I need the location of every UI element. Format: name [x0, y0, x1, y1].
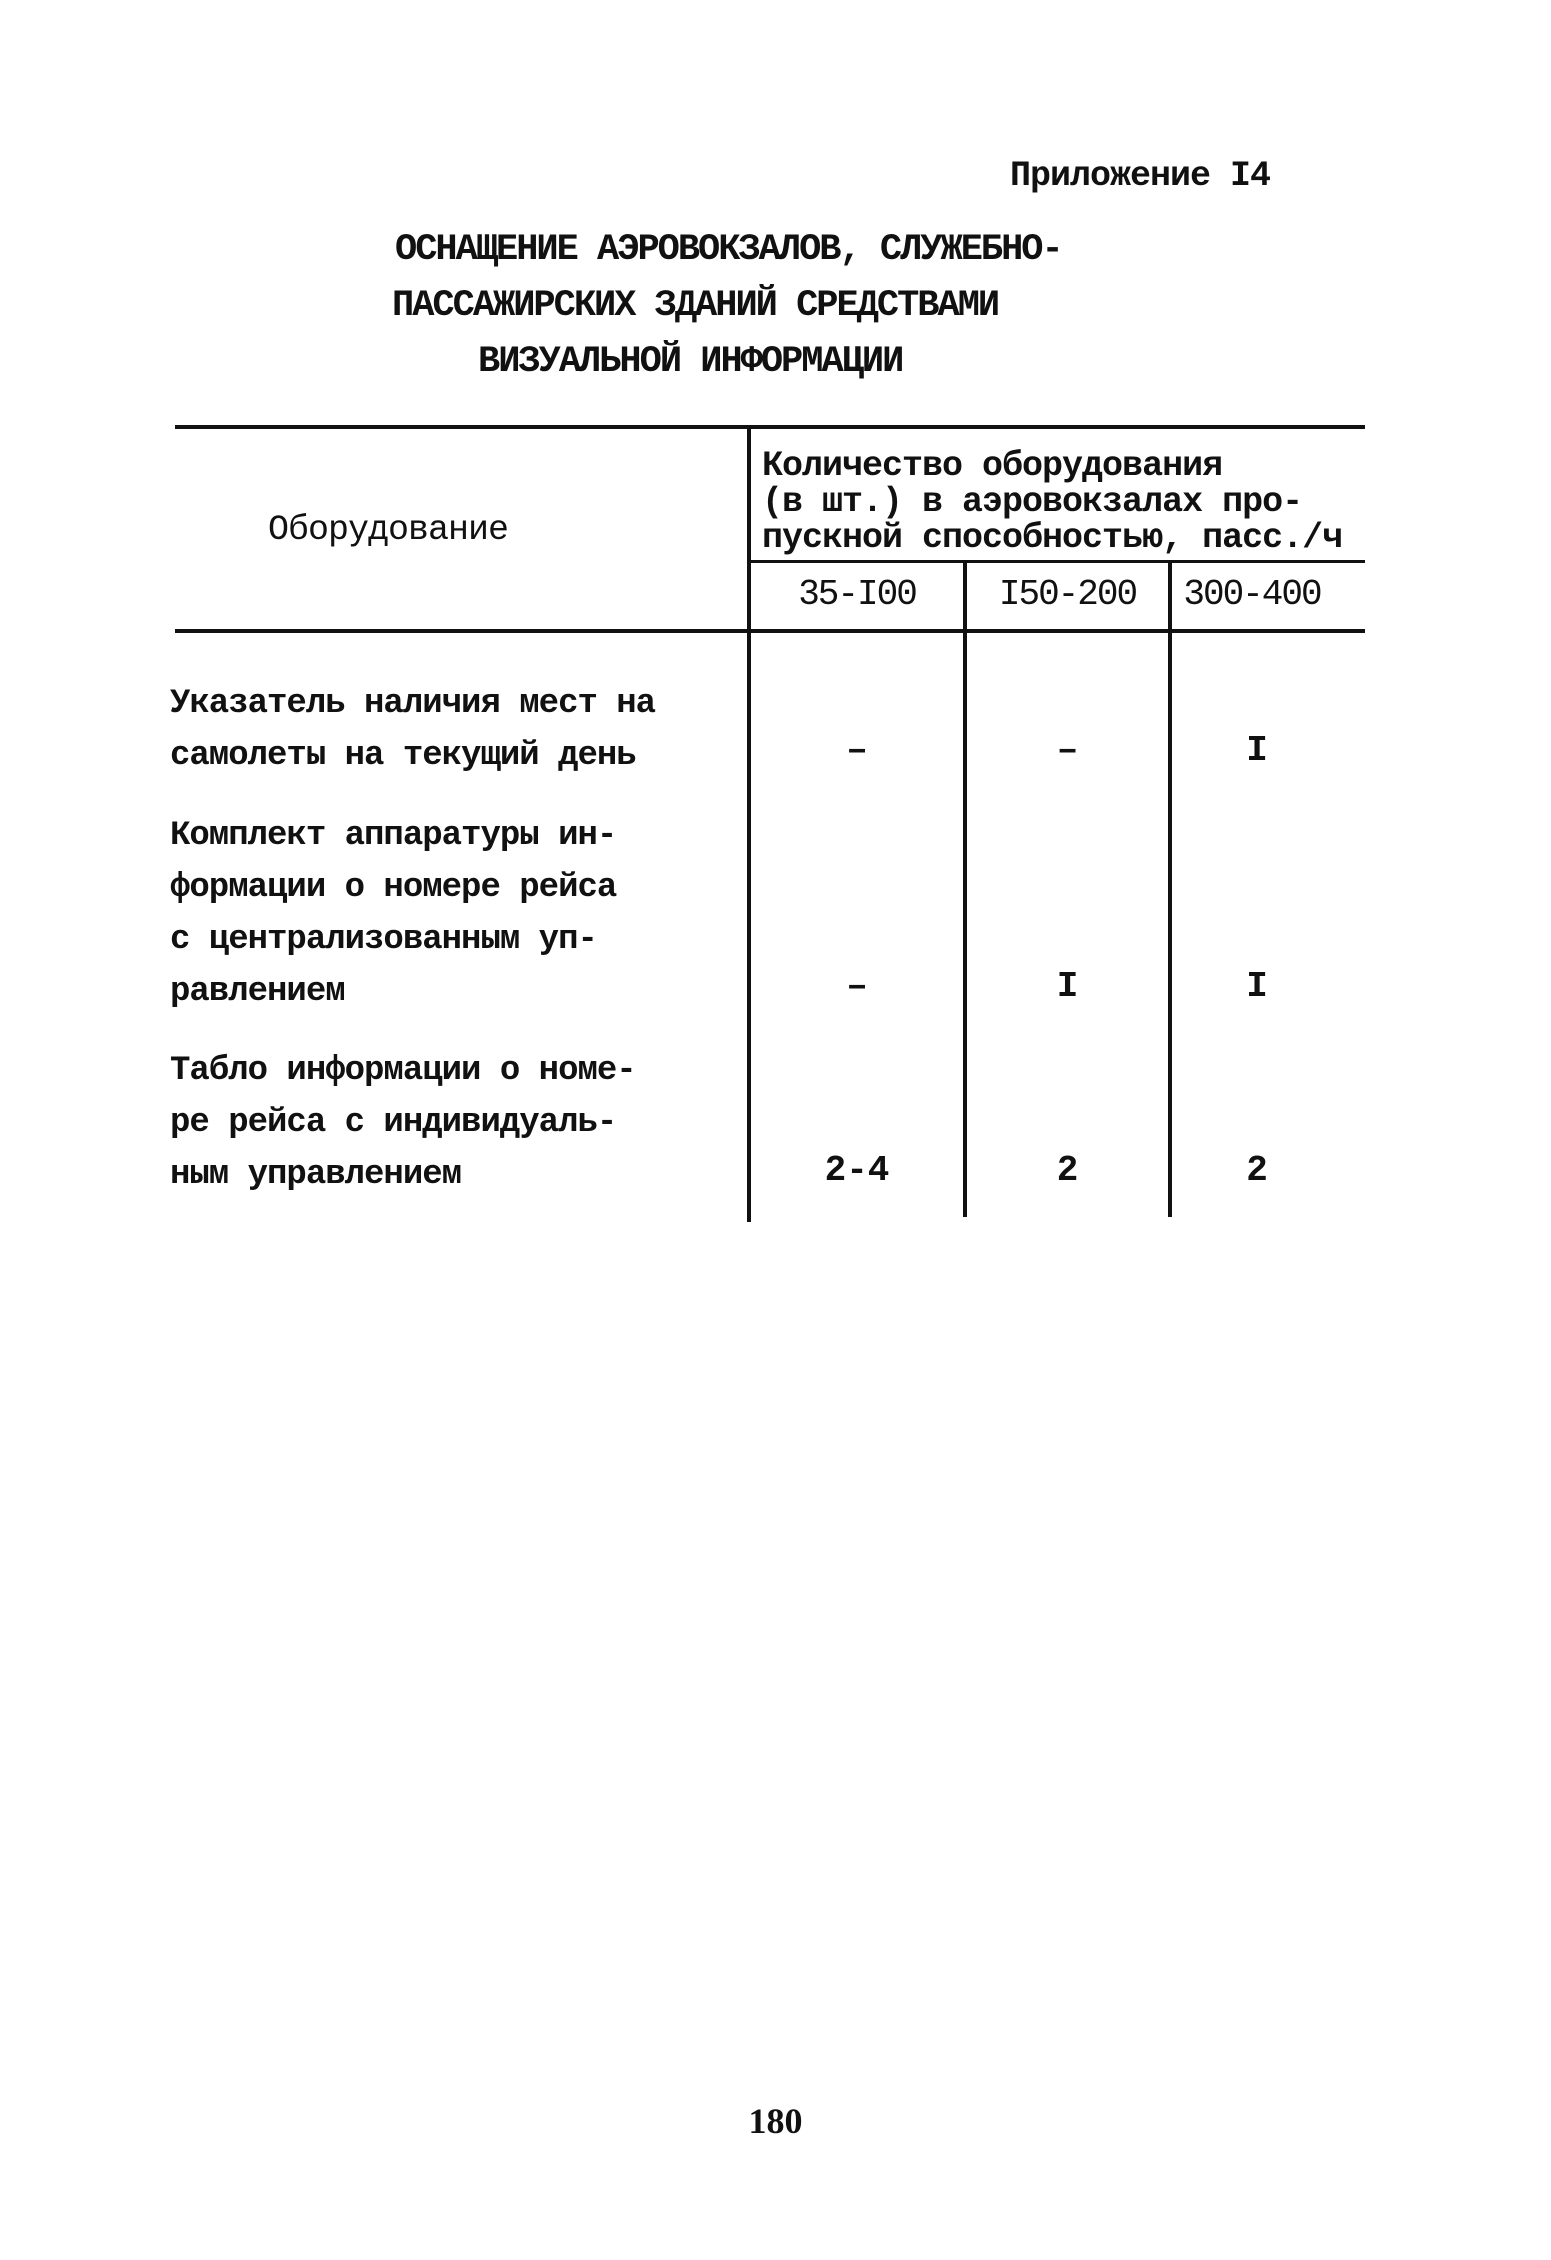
- row-1-value-1: –: [846, 730, 868, 771]
- row-3-label-line-3: ным управлением: [170, 1156, 462, 1194]
- row-1-value-3: I: [1246, 730, 1268, 771]
- row-1-value-2: –: [1056, 730, 1079, 771]
- row-2-label-line-1: Комплект аппаратуры ин-: [170, 817, 617, 855]
- title-line-2: ПАССАЖИРСКИХ ЗДАНИЙ СРЕДСТВАМИ: [392, 285, 999, 327]
- title-line-3: ВИЗУАЛЬНОЙ ИНФОРМАЦИИ: [478, 341, 903, 383]
- row-2-label-line-2: формации о номере рейса: [170, 869, 617, 907]
- capacity-column-3: 300-400: [1183, 574, 1321, 615]
- column-divider-3: [1168, 560, 1172, 1217]
- document-title: [300, 222, 1200, 390]
- column-divider-1: [747, 425, 751, 1222]
- row-3-value-3: 2: [1246, 1150, 1268, 1191]
- table-row-label: [170, 810, 616, 1018]
- row-3-value-2: 2: [1056, 1150, 1079, 1191]
- table-top-rule: [175, 425, 1365, 429]
- row-2-label-line-3: с централизованным уп-: [170, 921, 597, 959]
- row-1-label-line-1: Указатель наличия мест на: [170, 685, 656, 723]
- quantity-column-header: [762, 448, 1342, 556]
- subheader-rule: [750, 560, 1365, 563]
- capacity-column-2: I50-200: [998, 574, 1137, 615]
- appendix-label: Приложение I4: [1010, 156, 1271, 196]
- row-3-label-line-2: ре рейса с индивидуаль-: [170, 1104, 617, 1142]
- table-row-label: [170, 678, 655, 782]
- row-1-label-line-2: самолеты на текущий день: [170, 737, 636, 775]
- column-divider-2: [963, 560, 967, 1217]
- quantity-header-line-2: (в шт.) в аэровокзалах про-: [762, 482, 1303, 522]
- row-2-value-2: I: [1056, 966, 1079, 1007]
- row-3-label-line-1: Табло информации о номе-: [170, 1052, 636, 1090]
- quantity-header-line-3: пускной способностью, пасс./ч: [762, 518, 1343, 558]
- title-line-1: ОСНАЩЕНИЕ АЭРОВОКЗАЛОВ, СЛУЖЕБНО-: [395, 229, 1062, 271]
- row-2-value-1: –: [846, 966, 868, 1007]
- row-2-value-3: I: [1246, 966, 1268, 1007]
- header-bottom-rule: [175, 629, 1365, 633]
- page-number: 180: [748, 2101, 803, 2141]
- row-2-label-line-4: равлением: [170, 973, 345, 1011]
- row-3-value-1: 2-4: [824, 1150, 890, 1191]
- capacity-column-1: 35-I00: [798, 574, 916, 615]
- quantity-header-line-1: Количество оборудования: [762, 446, 1223, 486]
- table-row-label: [170, 1045, 636, 1201]
- equipment-column-header: Оборудование: [268, 510, 509, 550]
